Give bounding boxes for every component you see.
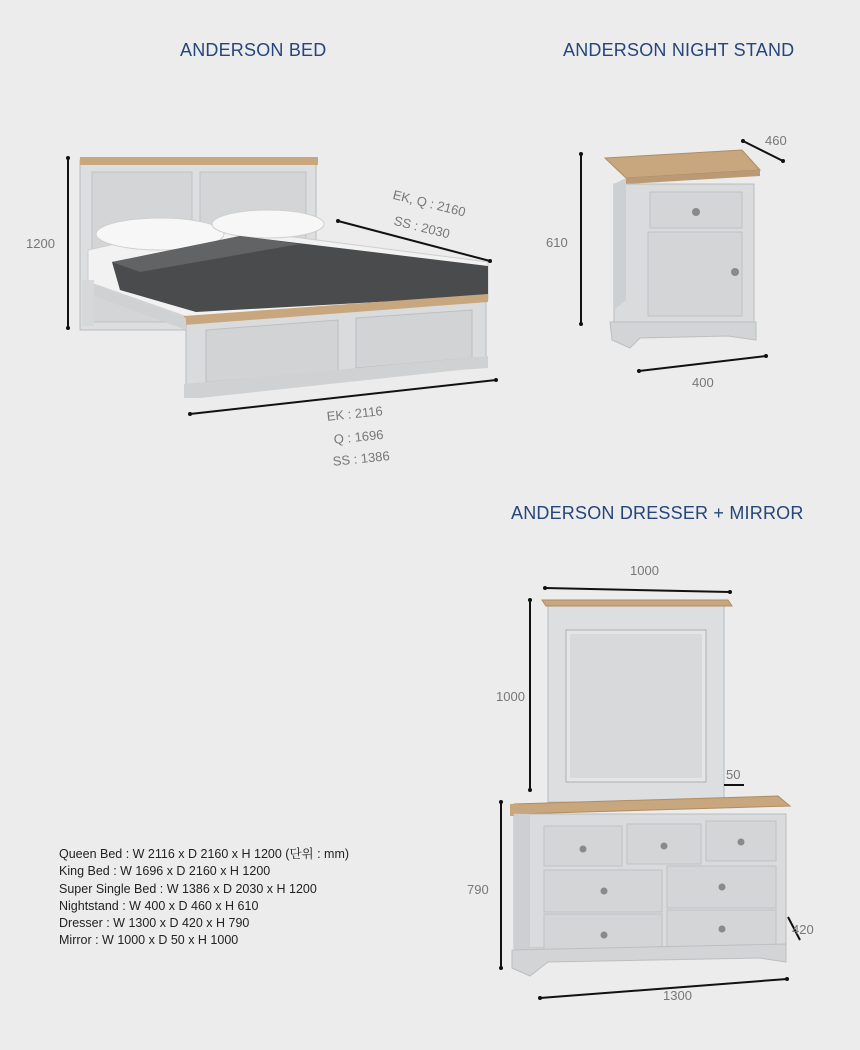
bed-width-label-q: Q : 1696 bbox=[333, 426, 385, 447]
nightstand-depth-label: 460 bbox=[765, 133, 787, 148]
mirror-width-label: 1000 bbox=[630, 563, 659, 578]
dresser-illustration bbox=[499, 796, 800, 1000]
bed-length-label-ss: SS : 2030 bbox=[392, 213, 452, 242]
spec-line-mirror: Mirror : W 1000 x D 50 x H 1000 bbox=[59, 933, 239, 948]
bed-title: ANDERSON BED bbox=[180, 40, 327, 60]
bed-width-label-ss: SS : 1386 bbox=[332, 448, 391, 469]
spec-line-dresser: Dresser : W 1300 x D 420 x H 790 bbox=[59, 916, 250, 931]
spec-list bbox=[59, 846, 349, 950]
nightstand-illustration bbox=[579, 139, 785, 373]
bed-height-label: 1200 bbox=[26, 236, 55, 251]
nightstand-width-label: 400 bbox=[692, 375, 714, 390]
bed-width-label-ek: EK : 2116 bbox=[326, 403, 384, 424]
dresser-title: ANDERSON DRESSER + MIRROR bbox=[511, 503, 804, 523]
mirror-illustration bbox=[528, 586, 744, 802]
bed-illustration bbox=[66, 156, 498, 416]
dresser-height-label: 790 bbox=[467, 882, 489, 897]
dresser-width-label: 1300 bbox=[663, 988, 692, 1003]
bed-length-label-ek-q: EK, Q : 2160 bbox=[391, 187, 468, 220]
dresser-depth-label: 420 bbox=[792, 922, 814, 937]
nightstand-title: ANDERSON NIGHT STAND bbox=[563, 40, 795, 60]
spec-line-queen-bed: Queen Bed : W 2116 x D 2160 x H 1200 (단위 : mm) bbox=[59, 847, 350, 861]
spec-line-king-bed: King Bed : W 1696 x D 2160 x H 1200 bbox=[59, 864, 271, 879]
mirror-depth-label: 50 bbox=[726, 767, 741, 782]
nightstand-height-label: 610 bbox=[546, 235, 568, 250]
mirror-height-label: 1000 bbox=[496, 689, 525, 704]
spec-line-super-single-bed: Super Single Bed : W 1386 x D 2030 x H 1200 bbox=[59, 881, 317, 896]
spec-line-nightstand: Nightstand : W 400 x D 460 x H 610 bbox=[59, 898, 259, 913]
